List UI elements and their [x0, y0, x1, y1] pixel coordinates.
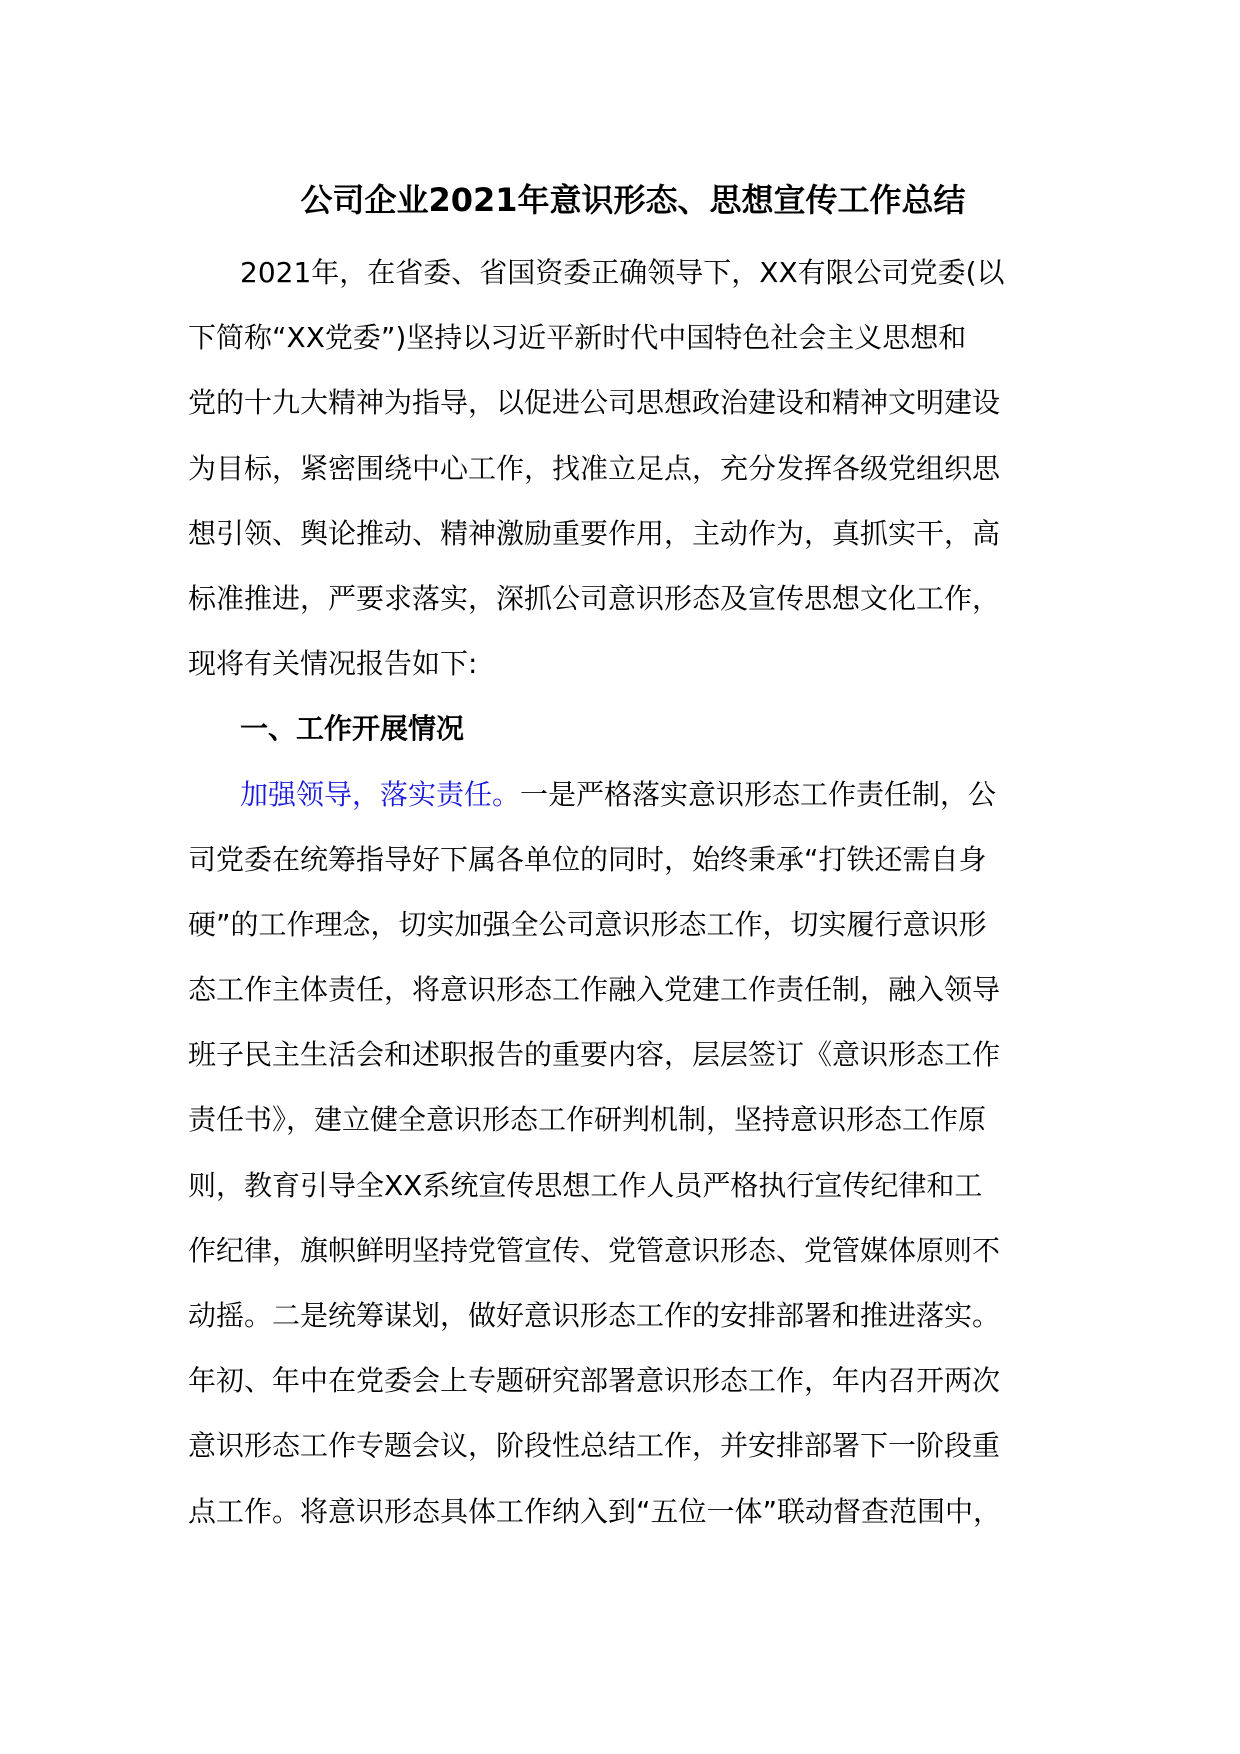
- section-line: 司党委在统筹指导好下属各单位的同时，始终秉承“打铁还需自身: [188, 842, 987, 876]
- section-heading: 一、工作开展情况: [240, 712, 465, 746]
- intro-line: 为目标，紧密围绕中心工作，找准立足点，充分发挥各级党组织思: [188, 451, 1001, 485]
- section-line: 动摇。二是统筹谋划，做好意识形态工作的安排部署和推进落实。: [188, 1299, 1001, 1332]
- intro-line: 想引领、舆论推动、精神激励重要作用，主动作为，真抓实干，高: [188, 516, 1001, 550]
- document-title: 公司企业2021年意识形态、思想宣传工作总结: [300, 181, 966, 219]
- intro-paragraph: [188, 240, 1068, 696]
- section-line: 意识形态工作专题会议，阶段性总结工作，并安排部署下一阶段重: [188, 1429, 1001, 1463]
- section-paragraph: [188, 762, 1068, 1544]
- section-line: 年初、年中在党委会上专题研究部署意识形态工作，年内召开两次: [188, 1364, 1001, 1398]
- section-line: 点工作。将意识形态具体工作纳入到“五位一体”联动督查范围中，: [188, 1494, 1002, 1528]
- section-line: 则，教育引导全XX系统宣传思想工作人员严格执行宣传纪律和工: [188, 1168, 983, 1202]
- document-page: [188, 168, 1068, 1544]
- section-line: 态工作主体责任，将意识形态工作融入党建工作责任制，融入领导: [188, 973, 1001, 1007]
- intro-line: 标准推进，严要求落实，深抓公司意识形态及宣传思想文化工作，: [188, 581, 1001, 615]
- lead-phrase: 加强领导，落实责任。: [240, 777, 521, 811]
- section-line: 责任书》，建立健全意识形态工作研判机制，坚持意识形态工作原: [188, 1103, 987, 1137]
- section-line: 硬”的工作理念，切实加强全公司意识形态工作，切实履行意识形: [188, 907, 987, 941]
- section-line-first: [188, 762, 1068, 827]
- section-line: 作纪律，旗帜鲜明坚持党管宣传、党管意识形态、党管媒体原则不: [188, 1233, 1001, 1267]
- section-line: 班子民主生活会和述职报告的重要内容，层层签订《意识形态工作: [188, 1038, 1001, 1072]
- intro-line: 现将有关情况报告如下:: [188, 647, 478, 681]
- intro-line: 下简称“XX党委”)坚持以习近平新时代中国特色社会主义思想和: [188, 321, 967, 355]
- section-line-text: 一是严格落实意识形态工作责任制，公: [520, 777, 997, 811]
- intro-line: 2021年，在省委、省国资委正确领导下，XX有限公司党委(以: [240, 256, 1005, 289]
- intro-line: 党的十九大精神为指导，以促进公司思想政治建设和精神文明建设: [188, 386, 1001, 420]
